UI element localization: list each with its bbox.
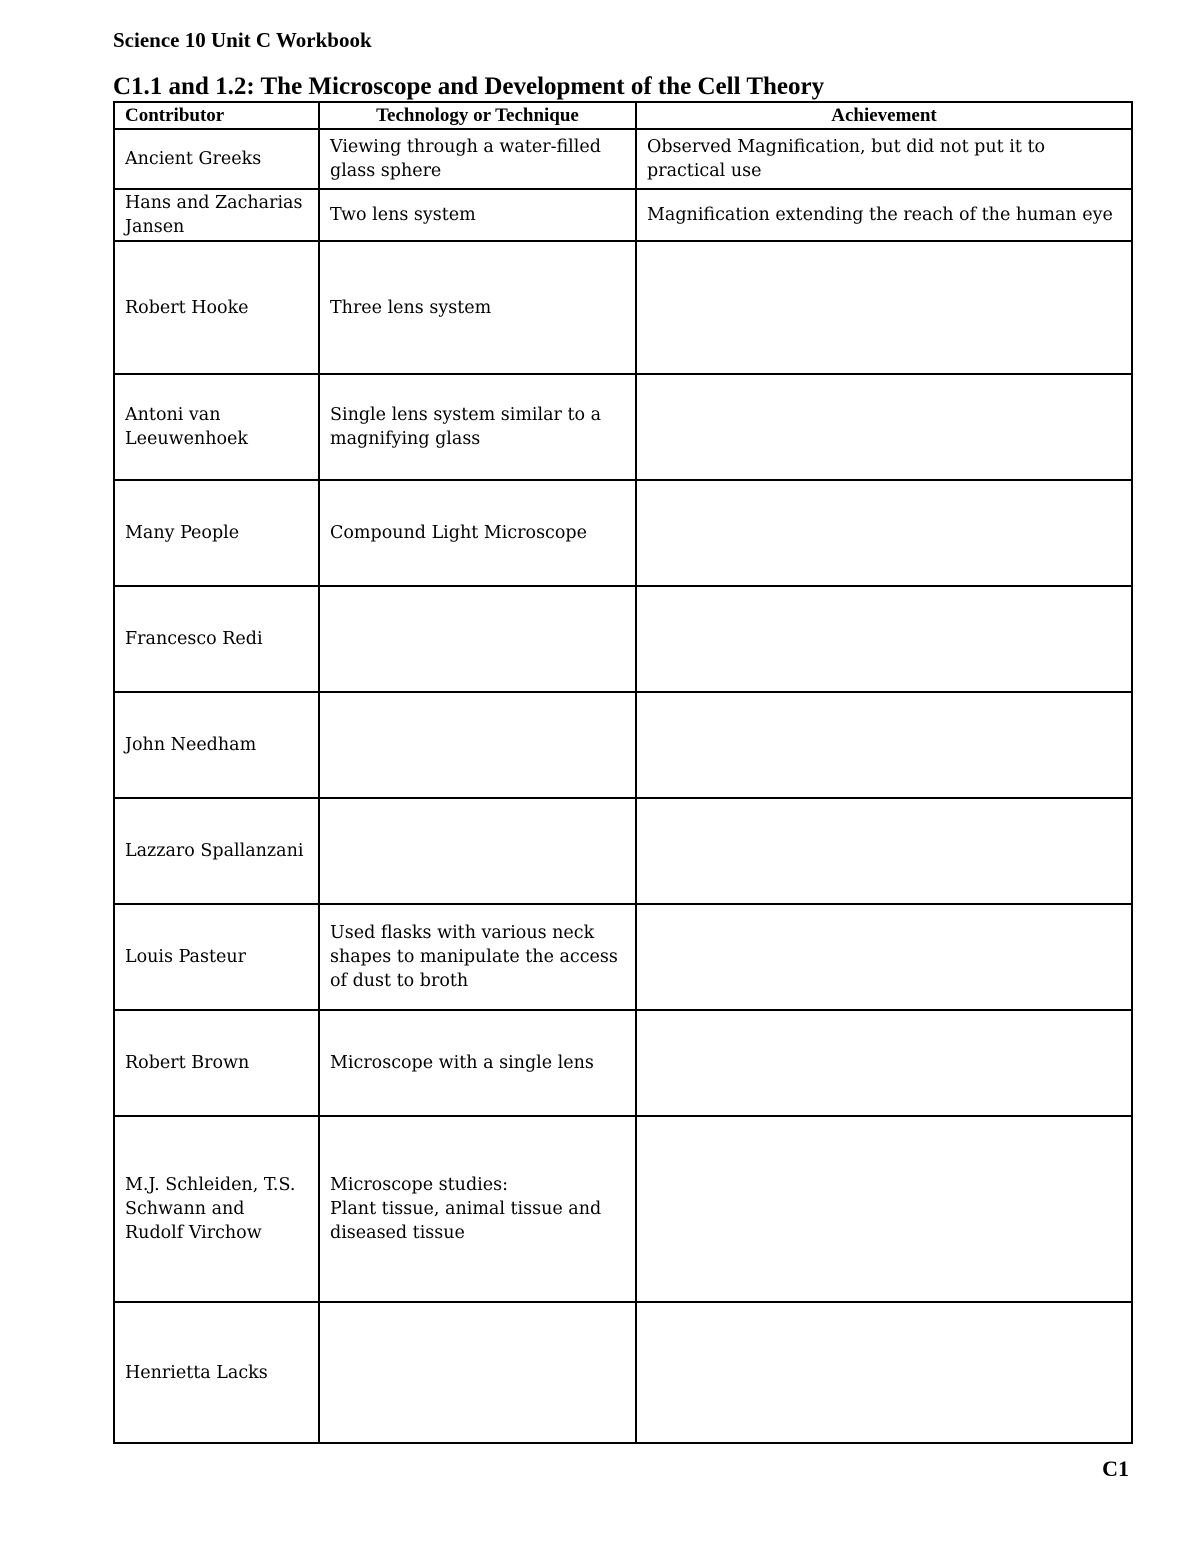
- table-row: [114, 692, 1132, 798]
- cell-contributor: Henrietta Lacks: [114, 1302, 319, 1443]
- column-header-contributor: Contributor: [114, 102, 319, 129]
- cell-technology: Single lens system similar to a magnifying glass: [319, 374, 636, 480]
- cell-contributor: Robert Hooke: [114, 241, 319, 374]
- page-number: C1: [1102, 1456, 1129, 1481]
- table-row: [114, 904, 1132, 1010]
- table-row: [114, 1116, 1132, 1302]
- cell-contributor: Hans and Zacharias Jansen: [114, 189, 319, 241]
- table-row: [114, 1302, 1132, 1443]
- cell-technology: Two lens system: [319, 189, 636, 241]
- cell-achievement: [636, 1010, 1132, 1116]
- cell-technology: Compound Light Microscope: [319, 480, 636, 586]
- table-row: [114, 480, 1132, 586]
- cell-achievement: Magnification extending the reach of the human eye: [636, 189, 1132, 241]
- cell-technology: Microscope studies: Plant tissue, animal tissue and diseased tissue: [319, 1116, 636, 1302]
- cell-achievement: [636, 586, 1132, 692]
- cell-technology: [319, 692, 636, 798]
- cell-technology: Microscope with a single lens: [319, 1010, 636, 1116]
- cell-technology: Three lens system: [319, 241, 636, 374]
- cell-achievement: [636, 798, 1132, 904]
- cell-achievement: [636, 374, 1132, 480]
- cell-technology: [319, 1302, 636, 1443]
- table-row: [114, 798, 1132, 904]
- cell-contributor: Ancient Greeks: [114, 129, 319, 189]
- cell-achievement: [636, 1302, 1132, 1443]
- table-row: [114, 241, 1132, 374]
- table-header-row: [114, 102, 1132, 129]
- column-header-achievement: Achievement: [636, 102, 1132, 129]
- cell-contributor: Lazzaro Spallanzani: [114, 798, 319, 904]
- contributors-table: [113, 101, 1133, 1444]
- table-row: [114, 1010, 1132, 1116]
- cell-technology: [319, 586, 636, 692]
- cell-achievement: [636, 692, 1132, 798]
- cell-contributor: Louis Pasteur: [114, 904, 319, 1010]
- table-row: [114, 189, 1132, 241]
- cell-technology: [319, 798, 636, 904]
- cell-achievement: [636, 904, 1132, 1010]
- cell-achievement: [636, 1116, 1132, 1302]
- page-title: C1.1 and 1.2: The Microscope and Development of the Cell Theory: [113, 73, 825, 100]
- cell-technology: Used flasks with various neck shapes to manipulate the access of dust to broth: [319, 904, 636, 1010]
- cell-contributor: John Needham: [114, 692, 319, 798]
- cell-achievement: [636, 480, 1132, 586]
- cell-technology: Viewing through a water-filled glass sphere: [319, 129, 636, 189]
- cell-contributor: Many People: [114, 480, 319, 586]
- table-row: [114, 586, 1132, 692]
- cell-contributor: Francesco Redi: [114, 586, 319, 692]
- cell-contributor: Antoni van Leeuwenhoek: [114, 374, 319, 480]
- table-body: [114, 129, 1132, 1443]
- table-row: [114, 129, 1132, 189]
- cell-achievement: [636, 241, 1132, 374]
- workbook-header: Science 10 Unit C Workbook: [113, 28, 372, 52]
- table-row: [114, 374, 1132, 480]
- cell-contributor: Robert Brown: [114, 1010, 319, 1116]
- column-header-technology: Technology or Technique: [319, 102, 636, 129]
- cell-contributor: M.J. Schleiden, T.S. Schwann and Rudolf Virchow: [114, 1116, 319, 1302]
- cell-achievement: Observed Magnification, but did not put it to practical use: [636, 129, 1132, 189]
